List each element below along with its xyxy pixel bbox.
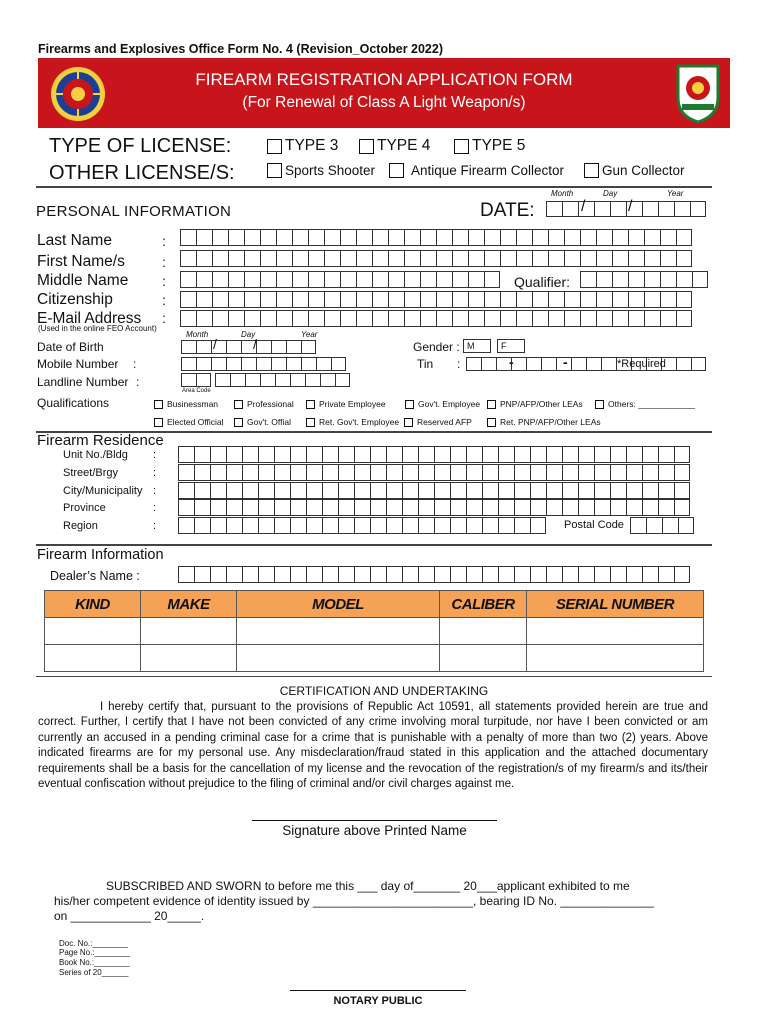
date-separator: / [628, 198, 633, 215]
qual-professional[interactable]: Professional [234, 399, 294, 409]
cell-serial[interactable] [527, 618, 704, 645]
title-banner [38, 58, 730, 128]
date-input[interactable] [546, 201, 706, 217]
colon: : [162, 254, 166, 270]
email-input[interactable] [180, 310, 692, 327]
license-antique-collector[interactable]: Antique Firearm Collector [389, 163, 564, 178]
divider [36, 186, 712, 188]
type-of-license-label: TYPE OF LICENSE: [49, 135, 232, 157]
qual-govt-official[interactable]: Gov't. Offial [234, 417, 291, 427]
province-label: Province [63, 502, 106, 514]
license-type-3[interactable]: TYPE 3 [267, 137, 338, 155]
checkbox-icon[interactable] [359, 139, 374, 154]
checkbox-icon[interactable] [389, 163, 404, 178]
mobile-label: Mobile Number [37, 357, 119, 371]
city-input[interactable] [178, 482, 690, 499]
region-input[interactable] [178, 517, 546, 534]
dealer-name-label: Dealer’s Name : [50, 569, 140, 583]
citizenship-input[interactable] [180, 291, 692, 308]
qual-ret-pnp-afp[interactable]: Ret. PNP/AFP/Other LEAs [487, 417, 601, 427]
checkbox-icon[interactable] [404, 418, 413, 427]
form-subtitle: (For Renewal of Class A Light Weapon/s) [242, 94, 526, 111]
date-month-caption: Month [551, 189, 574, 198]
cell-serial[interactable] [527, 645, 704, 672]
checkbox-icon[interactable] [584, 163, 599, 178]
table-row [45, 618, 704, 645]
qualifications-label: Qualifications [37, 396, 110, 410]
qual-elected-official[interactable]: Elected Official [154, 417, 224, 427]
middle-name-input[interactable] [180, 271, 500, 288]
checkbox-icon[interactable] [487, 400, 496, 409]
cell-caliber[interactable] [440, 645, 527, 672]
required-note: *Required [617, 358, 666, 370]
gender-female-box[interactable]: F [497, 339, 525, 353]
area-code-input[interactable] [181, 373, 211, 387]
dob-input[interactable] [181, 340, 316, 354]
cell-caliber[interactable] [440, 618, 527, 645]
checkbox-icon[interactable] [306, 400, 315, 409]
email-note: (Used in the online FEO Account) [38, 324, 157, 333]
colon: : [162, 273, 166, 289]
landline-input[interactable] [215, 373, 350, 387]
province-input[interactable] [178, 499, 690, 516]
checkbox-icon[interactable] [267, 139, 282, 154]
checkbox-icon[interactable] [405, 400, 414, 409]
tin-input[interactable] [466, 357, 706, 371]
cell-make[interactable] [141, 618, 237, 645]
postal-code-label: Postal Code [564, 519, 624, 531]
mobile-input[interactable] [181, 357, 346, 371]
checkbox-icon[interactable] [154, 418, 163, 427]
checkbox-icon[interactable] [234, 400, 243, 409]
street-label: Street/Brgy [63, 467, 119, 479]
other-license-label: OTHER LICENSE/S: [49, 162, 235, 184]
signature-line[interactable] [252, 820, 497, 821]
license-sports-shooter[interactable]: Sports Shooter [267, 163, 375, 178]
postal-code-input[interactable] [630, 517, 694, 534]
tin-label: Tin [417, 357, 434, 371]
citizenship-label: Citizenship [37, 291, 113, 308]
divider [36, 544, 712, 546]
firearm-table [44, 590, 704, 672]
certification-title: CERTIFICATION AND UNDERTAKING [279, 684, 489, 698]
residence-heading: Firearm Residence [37, 432, 164, 449]
checkbox-icon[interactable] [234, 418, 243, 427]
colon: : [162, 310, 166, 326]
area-code-caption: Area Code [182, 388, 211, 394]
first-name-label: First Name/s [37, 253, 125, 270]
qual-private-employee[interactable]: Private Employee [306, 399, 386, 409]
column-model: MODEL [237, 591, 440, 618]
colon: : [153, 502, 157, 514]
cell-make[interactable] [141, 645, 237, 672]
series-of: Series of 20______ [59, 968, 129, 977]
column-kind: KIND [45, 591, 141, 618]
qual-govt-employee[interactable]: Gov't. Employee [405, 399, 480, 409]
feo-crest-logo [674, 62, 722, 124]
colon: : [153, 449, 157, 461]
last-name-label: Last Name [37, 232, 112, 249]
table-row [45, 645, 704, 672]
dob-separator: / [213, 336, 217, 352]
dob-year-caption: Year [301, 330, 318, 339]
dob-month-caption: Month [186, 330, 209, 339]
cell-model[interactable] [237, 645, 440, 672]
city-label: City/Municipality [63, 485, 143, 497]
last-name-input[interactable] [180, 229, 692, 246]
colon: : [162, 292, 166, 308]
cell-model[interactable] [237, 618, 440, 645]
certification-body: I hereby certify that, pursuant to the provisions of Republic Act 10591, all statements provided herein are true and correct. Further, I certify that I have not been convicted of any crime involving moral turpitude, nor have I been convicted or am currently an accused in a pending criminal case for a crime that is punishable with a penalty of more than two (2) years. Above indicated firearms are for my personal use. Any misdeclaration/fraud stated in this application and the attached documentary requirements shall be a basis for the cancellation of my license and the revocation of the registration/s of my firearm/s and its/their eventual confiscation without prejudice to the filing of criminal and/or civil charges against me. [38, 701, 708, 791]
qual-pnp-afp[interactable]: PNP/AFP/Other LEAs [487, 399, 583, 409]
page-no: Page No.:________ [59, 948, 131, 957]
dealer-name-input[interactable] [178, 566, 690, 583]
sworn-line-3: on ____________ 20_____. [54, 909, 205, 923]
column-serial-number: SERIAL NUMBER [527, 591, 704, 618]
form-title: FIREARM REGISTRATION APPLICATION FORM [195, 70, 573, 89]
date-day-caption: Day [603, 189, 618, 198]
firearm-info-heading: Firearm Information [37, 547, 164, 563]
unit-label: Unit No./Bldg [63, 449, 128, 461]
colon: : [136, 375, 140, 389]
gender-male-box[interactable]: M [463, 339, 491, 353]
notary-signature-line [290, 990, 466, 991]
form-number: Firearms and Explosives Office Form No. 4 (Revision_October 2022) [38, 42, 443, 56]
region-label: Region [63, 520, 98, 532]
qual-others[interactable]: Others: ____________ [595, 399, 695, 409]
checkbox-icon[interactable] [154, 400, 163, 409]
checkbox-icon[interactable] [454, 139, 469, 154]
date-year-caption: Year [667, 189, 684, 198]
colon: : [153, 520, 157, 532]
colon: : [457, 357, 461, 371]
cell-kind[interactable] [45, 645, 141, 672]
signature-label: Signature above Printed Name [282, 823, 467, 838]
license-type-4[interactable]: TYPE 4 [359, 137, 430, 155]
personal-info-heading: PERSONAL INFORMATION [36, 203, 232, 220]
date-separator: / [581, 198, 586, 215]
colon: : [162, 233, 166, 249]
doc-no: Doc. No.:________ [59, 939, 128, 948]
cell-kind[interactable] [45, 618, 141, 645]
first-name-input[interactable] [180, 250, 692, 267]
checkbox-icon[interactable] [306, 418, 315, 427]
checkbox-icon[interactable] [267, 163, 282, 178]
table-header-row [45, 591, 704, 618]
column-caliber: CALIBER [440, 591, 527, 618]
column-make: MAKE [141, 591, 237, 618]
colon: : [153, 485, 157, 497]
unit-input[interactable] [178, 446, 690, 463]
sworn-line-2: his/her competent evidence of identity issued by ________________________, bearing ID No. ______________ [54, 894, 654, 908]
qual-ret-govt-employee[interactable]: Ret. Gov't. Employee [306, 417, 399, 427]
tin-separator: - [563, 354, 568, 370]
qual-businessman[interactable]: Businessman [154, 399, 218, 409]
book-no: Book No.:________ [59, 958, 130, 967]
qualifier-label: Qualifier: [514, 274, 571, 290]
checkbox-icon[interactable] [487, 418, 496, 427]
license-type-5[interactable]: TYPE 5 [454, 137, 525, 155]
colon: : [133, 357, 137, 371]
notary-public-label: NOTARY PUBLIC [333, 995, 423, 1007]
qualifier-input[interactable] [580, 271, 708, 288]
sworn-line-1: SUBSCRIBED AND SWORN to before me this ___ day of_______ 20___applicant exhibited to me [106, 879, 630, 893]
street-input[interactable] [178, 464, 690, 481]
date-label: DATE: [480, 200, 535, 221]
gender-label: Gender : [413, 340, 460, 354]
license-gun-collector[interactable]: Gun Collector [584, 163, 685, 178]
colon: : [153, 467, 157, 479]
qual-reserved-afp[interactable]: Reserved AFP [404, 417, 472, 427]
dob-separator: / [253, 336, 257, 352]
middle-name-label: Middle Name [37, 272, 129, 289]
landline-label: Landline Number [37, 375, 129, 389]
divider [36, 676, 712, 677]
dob-label: Date of Birth [37, 340, 104, 354]
dob-day-caption: Day [241, 330, 256, 339]
checkbox-icon[interactable] [595, 400, 604, 409]
email-label: E-Mail Address [37, 310, 142, 327]
tin-separator: - [509, 354, 514, 370]
